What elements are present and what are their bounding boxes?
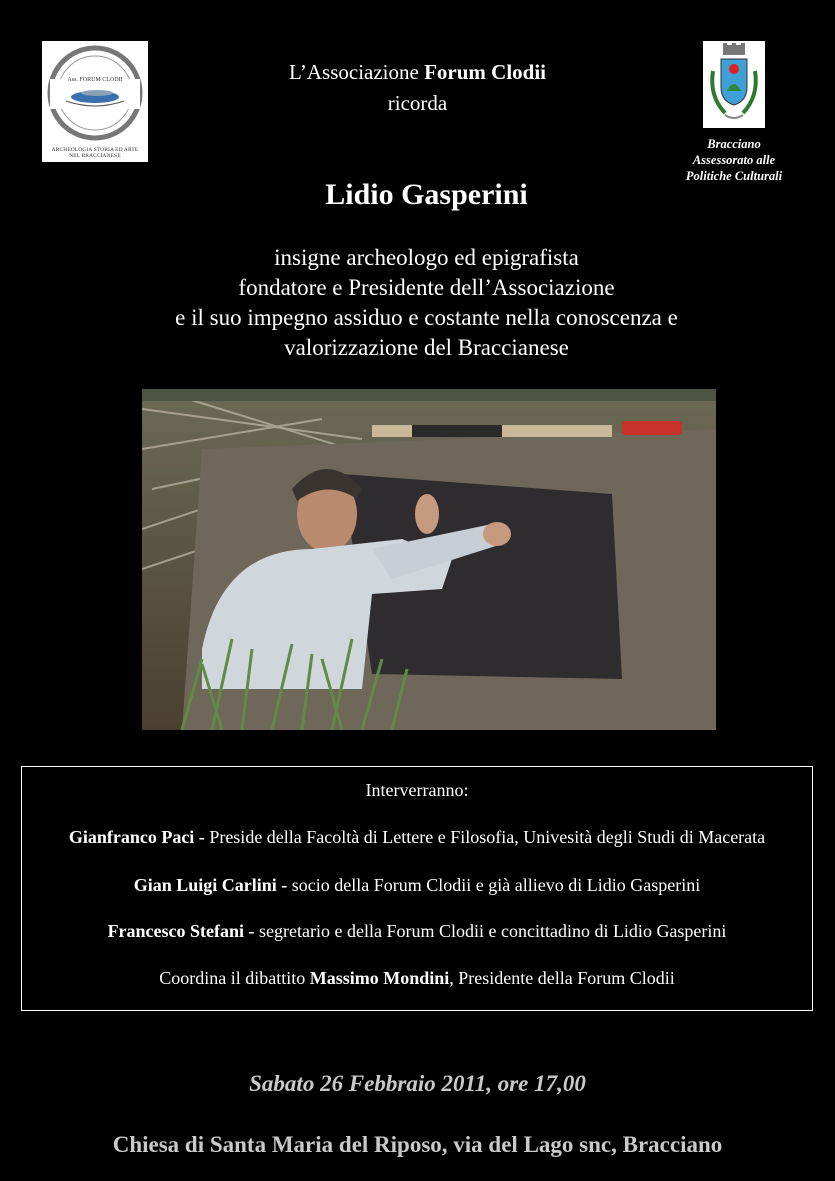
moderator-prefix: Coordina il dibattito: [159, 968, 310, 988]
header-line: [0, 60, 835, 85]
logo-ring-text: Ass. FORUM CLODII: [67, 77, 123, 83]
description-line: insigne archeologo ed epigrafista: [274, 245, 579, 270]
speaker-entry: [22, 875, 812, 896]
description-line: fondatore e Presidente dell’Associazione: [238, 275, 615, 300]
moderator-name: Massimo Mondini: [309, 968, 450, 988]
honoree-description: [0, 243, 835, 363]
municipality-office-line1: Assessorato alle: [692, 153, 776, 167]
event-venue: Chiesa di Santa Maria del Riposo, via del Lago snc, Bracciano: [112, 1132, 723, 1157]
organization-name: Forum Clodii: [424, 60, 547, 84]
municipality-office-line2: Politiche Culturali: [685, 169, 783, 183]
speakers-box: [21, 766, 813, 1011]
event-date: Sabato 26 Febbraio 2011, ore 17,00: [249, 1071, 586, 1096]
moderator-entry: [22, 968, 812, 989]
header-prefix: L’Associazione: [288, 60, 425, 84]
speakers-heading: Interverranno:: [365, 780, 469, 800]
logo-caption-line2: NEL BRACCIANESE: [69, 153, 121, 159]
speaker-entry: [22, 827, 812, 848]
municipality-name: Bracciano: [707, 137, 761, 151]
speaker-role: segretario e della Forum Clodii e concittadino di Lidio Gasperini: [259, 921, 727, 941]
speaker-name: Francesco Stefani -: [107, 921, 260, 941]
municipality-caption: [670, 136, 798, 184]
speaker-entry: [22, 921, 812, 942]
speaker-name: Gian Luigi Carlini -: [133, 875, 292, 895]
speaker-role: Preside della Facoltà di Lettere e Filosofia, Univesità degli Studi di Macerata: [209, 827, 766, 847]
header-ricorda: ricorda: [387, 91, 448, 115]
description-line: valorizzazione del Braccianese: [284, 335, 569, 360]
archaeologist-photo: [142, 389, 716, 730]
description-line: e il suo impegno assiduo e costante nella conoscenza e: [175, 305, 678, 330]
moderator-role: , Presidente della Forum Clodii: [449, 968, 675, 988]
logo-caption-line1: ARCHEOLOGIA STORIA ED ARTE: [51, 147, 139, 153]
honoree-name: Lidio Gasperini: [325, 178, 528, 211]
speaker-name: Gianfranco Paci -: [68, 827, 210, 847]
speaker-role: socio della Forum Clodii e già allievo di Lidio Gasperini: [291, 875, 701, 895]
photo-image: [142, 389, 716, 730]
